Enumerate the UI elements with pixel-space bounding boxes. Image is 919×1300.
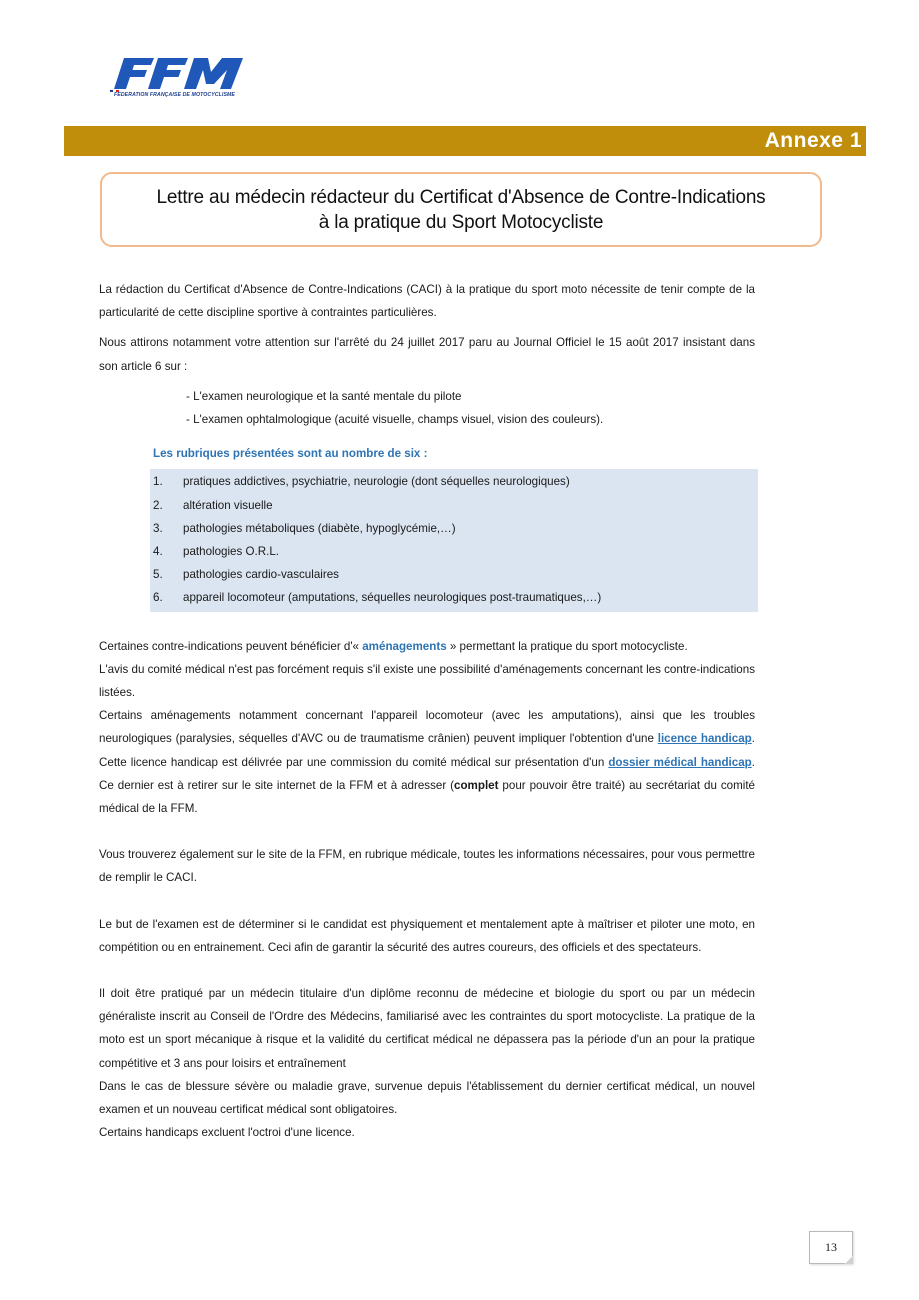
amenagements-text: Certains aménagements notamment concernant l'appareil locomoteur (avec les amputations), ainsi que les troubles neurologiques (paralysies, séquelles d'AVC ou de traumatisme crânien) peuvent impliquer l'obtention d'une: [99, 709, 755, 746]
licence-handicap-link[interactable]: licence handicap: [657, 732, 752, 746]
annex-label: Annexe 1: [764, 129, 862, 152]
amenagements-line-2: L'avis du comité médical n'est pas forcément requis s'il existe une possibilité d'aménagements concernant les contre-indications listées.: [99, 662, 755, 699]
page-number: [809, 1231, 853, 1264]
ffm-logo-mark: [110, 56, 246, 92]
exam-list-item: - L'examen ophtalmologique (acuité visuelle, champs visuel, vision des couleurs).: [186, 413, 604, 427]
title-line-1: Lettre au médecin rédacteur du Certificat d'Absence de Contre-Indications: [156, 186, 766, 208]
exam-list: [186, 385, 755, 431]
page-fold-corner: [845, 1256, 853, 1264]
handicap-paragraph: Certains handicaps excluent l'octroi d'une licence.: [99, 1126, 355, 1140]
site-paragraph: Vous trouverez également sur le site de la FFM, en rubrique médicale, toutes les informations nécessaires, pour vous permettre de remplir le CACI.: [99, 848, 755, 885]
amenagements-paragraph: [99, 704, 755, 820]
logo-subtitle: FEDERATION FRANÇAISE DE MOTOCYCLISME: [114, 92, 235, 98]
rubriques-list: [150, 469, 758, 611]
injury-paragraph: Dans le cas de blessure sévère ou maladie grave, survenue depuis l'établissement du dernier certificat médical, un nouvel examen et un nouveau certificat médical sont obligatoires.: [99, 1079, 755, 1116]
rubrique-item: [150, 586, 758, 609]
rubrique-number: 5.: [153, 568, 163, 582]
practitioner-paragraph: Il doit être pratiqué par un médecin titulaire d'un diplôme reconnu de médecine et biologie du sport ou par un médecin généraliste inscrit au Conseil de l'Ordre des Médecins, familiarisé avec les contraintes du sport motocycliste. La pratique de la moto est un sport mécanique à risque et la validité du certificat médical ne dépassera pas la période d'un an pour la pratique compétitive et 3 ans pour loisirs et entraînement: [99, 986, 755, 1070]
amenagements-text: . Ce dernier est à retirer sur le site internet de la FFM et à adresser (: [99, 755, 755, 792]
rubrique-text: pathologies O.R.L.: [183, 544, 280, 558]
complet-emphasis: complet: [454, 778, 499, 792]
exam-list-item: - L'examen neurologique et la santé mentale du pilote: [186, 389, 462, 403]
page-number-text: 13: [825, 1240, 837, 1254]
rubrique-number: 1.: [153, 475, 163, 489]
amenagements-text: » permettant la pratique du sport motocycliste.: [446, 639, 688, 653]
rubrique-number: 2.: [153, 498, 163, 512]
rubrique-text: appareil locomoteur (amputations, séquelles neurologiques post-traumatiques,…): [183, 591, 602, 605]
rubrique-text: altération visuelle: [183, 498, 273, 512]
title-box: [100, 172, 822, 247]
title-line-2: à la pratique du Sport Motocycliste: [318, 211, 604, 233]
dossier-medical-handicap-link[interactable]: dossier médical handicap: [608, 755, 752, 769]
rubrique-item: [150, 494, 758, 517]
document-body: [99, 278, 755, 1144]
rubrique-number: 3.: [153, 521, 163, 535]
amenagements-text: . Cette licence handicap est délivrée par une commission du comité médical sur présentation d'un: [99, 732, 755, 769]
rubrique-item: [150, 540, 758, 563]
intro-paragraph-1: La rédaction du Certificat d'Absence de Contre-Indications (CACI) à la pratique du sport moto nécessite de tenir compte de la particularité de cette discipline sportive à contraintes particulières.: [99, 283, 755, 320]
ffm-logo: [110, 56, 246, 102]
intro-paragraph-2: Nous attirons notamment votre attention sur l'arrêté du 24 juillet 2017 paru au Journal Officiel le 15 août 2017 insistant dans son article 6 sur :: [99, 336, 755, 373]
amenagements-term: aménagements: [362, 639, 447, 653]
amenagements-text: Certaines contre-indications peuvent bénéficier d'«: [99, 639, 363, 653]
rubrique-text: pathologies cardio-vasculaires: [183, 568, 339, 582]
rubrique-item: [150, 470, 758, 493]
rubriques-heading: Les rubriques présentées sont au nombre de six :: [153, 447, 428, 461]
rubrique-number: 4.: [153, 544, 163, 558]
rubrique-number: 6.: [153, 591, 163, 605]
annex-bar: [64, 126, 866, 156]
rubrique-item: [150, 517, 758, 540]
rubrique-text: pratiques addictives, psychiatrie, neurologie (dont séquelles neurologiques): [183, 475, 570, 489]
amenagements-text: pour pouvoir être traité) au secrétariat du comité médical de la FFM.: [99, 778, 755, 815]
rubrique-item: [150, 563, 758, 586]
amenagements-line-1: [99, 635, 755, 658]
exam-goal-paragraph: Le but de l'examen est de déterminer si le candidat est physiquement et mentalement apte à maîtriser et piloter une moto, en compétition ou en entrainement. Ceci afin de garantir la sécurité des autres coureurs, des officiels et des spectateurs.: [99, 917, 755, 954]
rubrique-text: pathologies métaboliques (diabète, hypoglycémie,…): [183, 521, 456, 535]
